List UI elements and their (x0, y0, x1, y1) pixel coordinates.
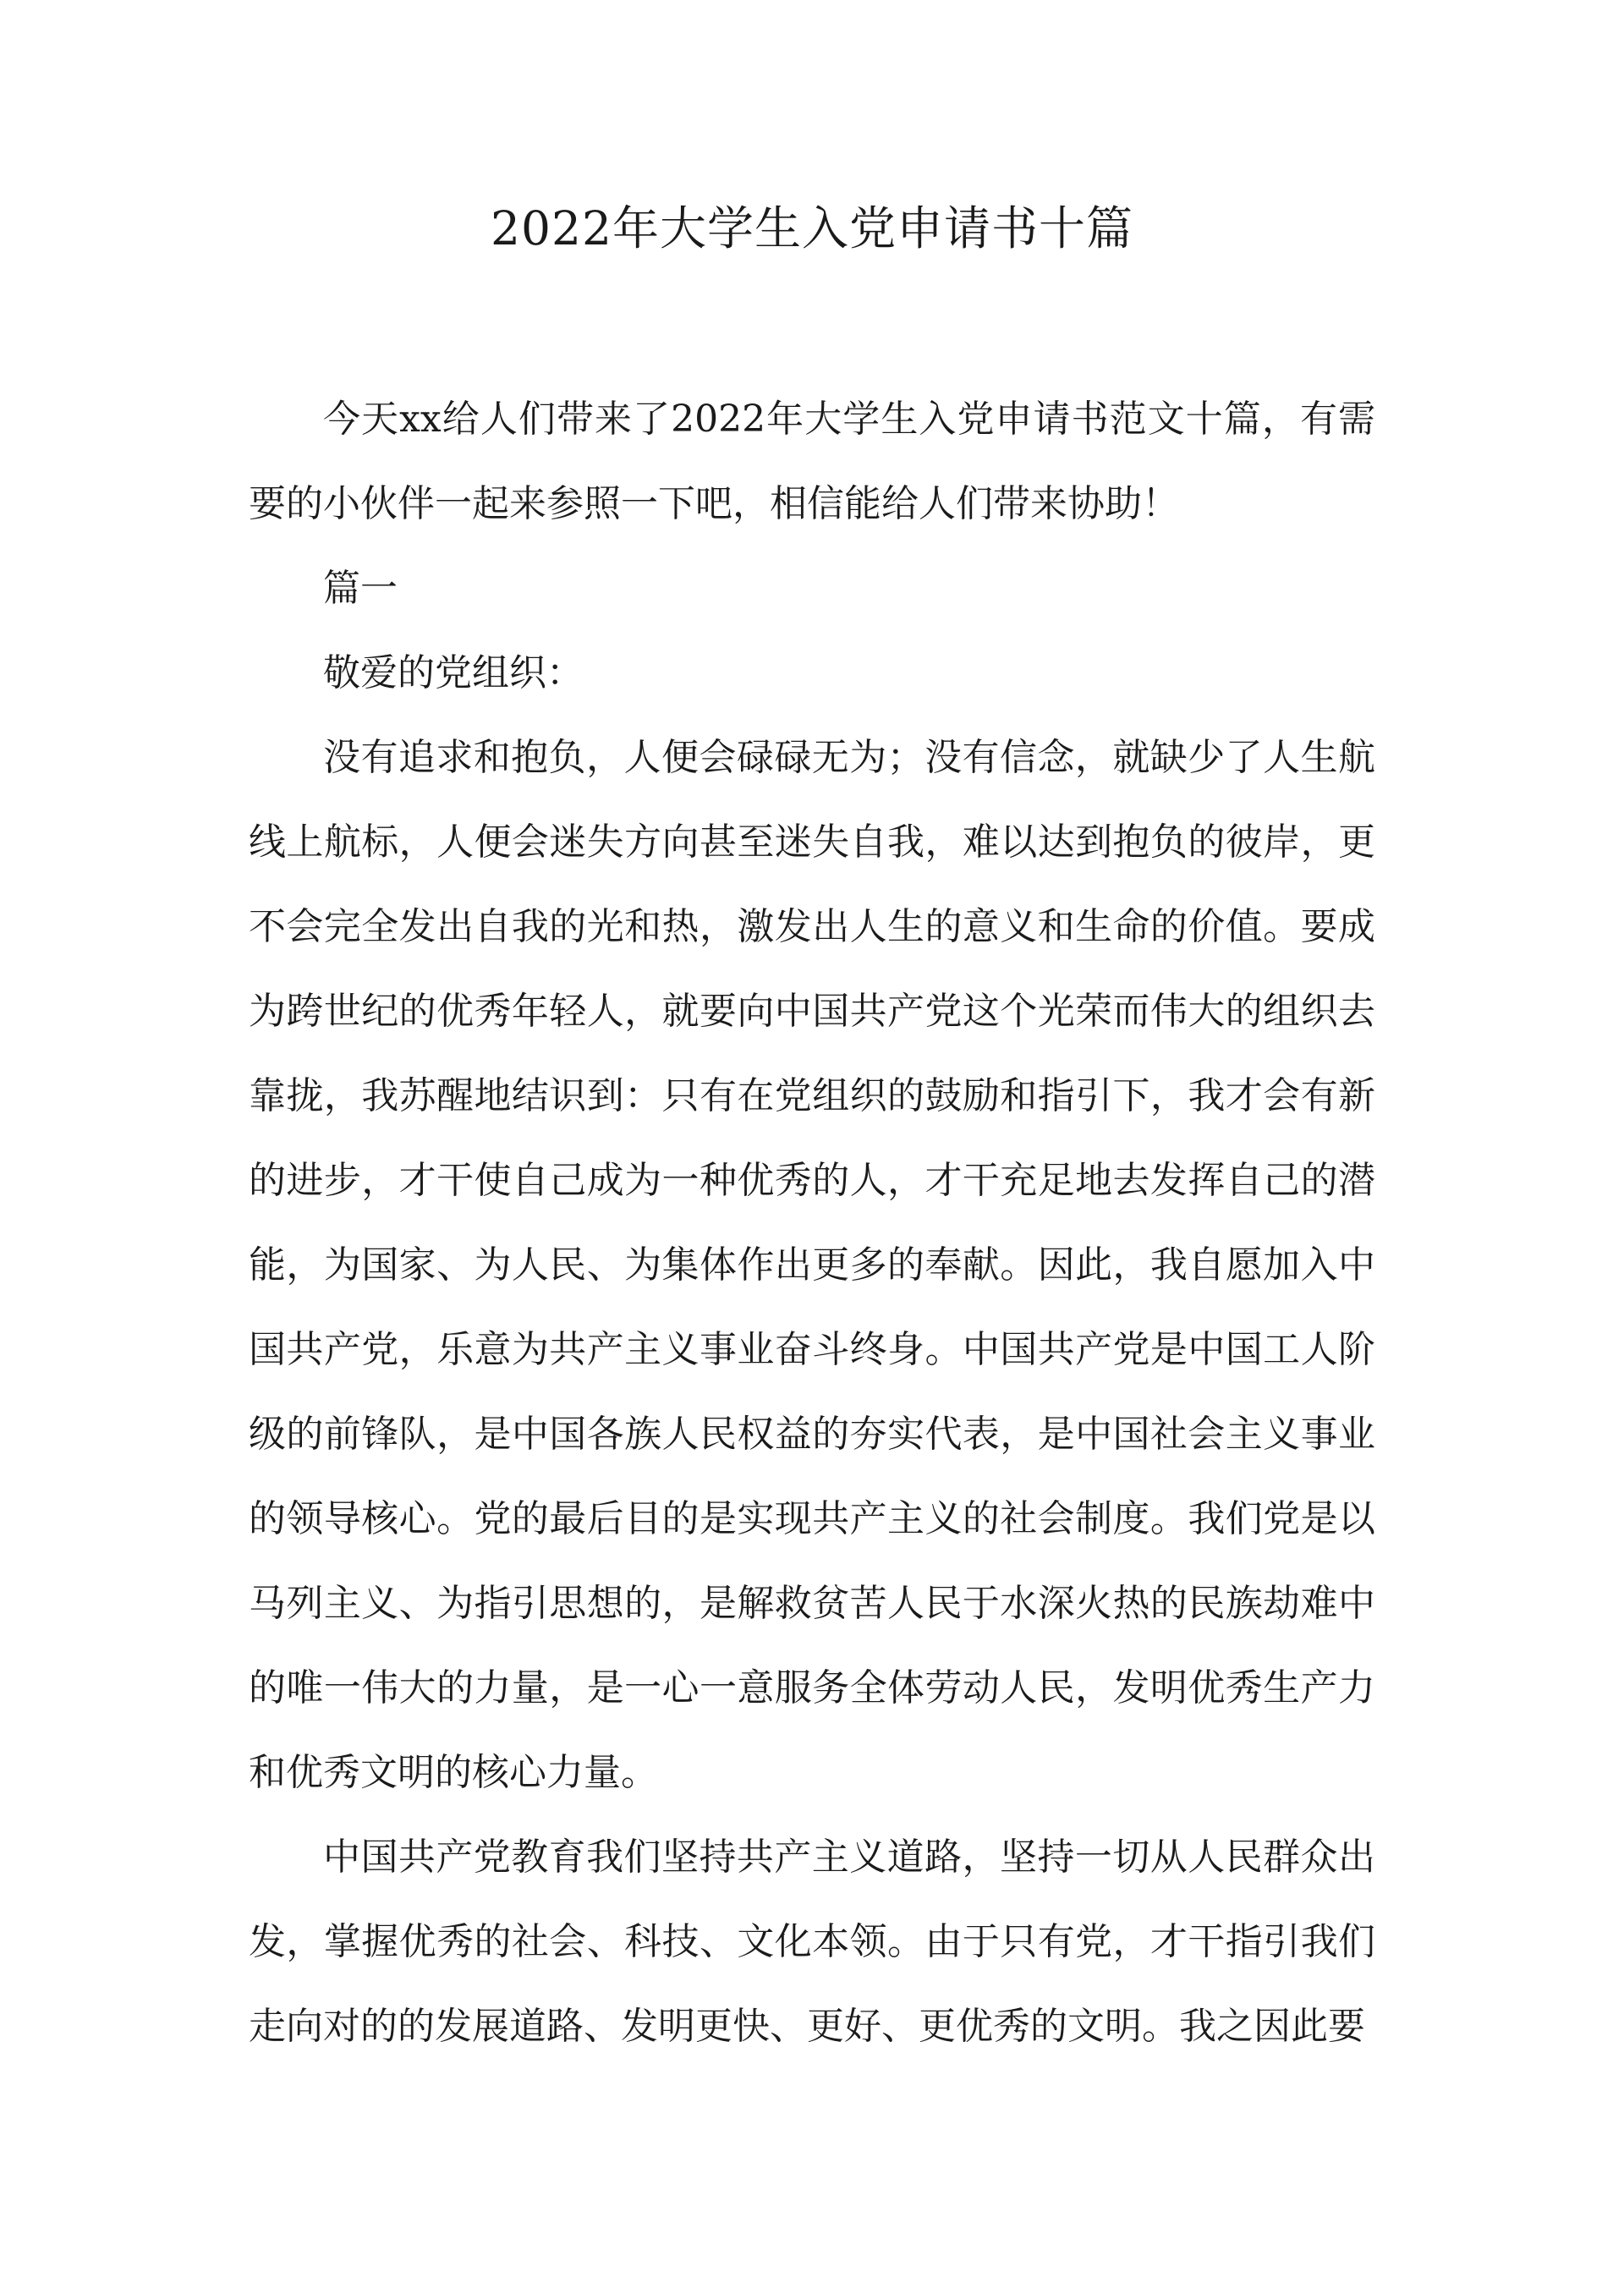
salutation: 敬爱的党组织： (323, 651, 584, 694)
section-heading: 篇一 (323, 567, 398, 610)
body-paragraph: 中国共产党教育我们坚持共产主义道路，坚持一切从人民群众出发，掌握优秀的社会、科技、文化本领。由于只有党，才干指引我们走向对的的发展道路、发明更快、更好、更优秀的文明。我之因此要 (249, 1836, 1375, 2048)
document-body (249, 377, 1375, 2069)
body-paragraph: 没有追求和抱负，人便会碌碌无为；没有信念，就缺少了人生航线上航标，人便会迷失方向甚至迷失自我，难以达到抱负的彼岸，更不会完全发出自我的光和热，激发出人生的意义和生命的价值。要成为跨世纪的优秀年轻人，就要向中国共产党这个光荣而伟大的组织去靠拢，我苏醒地结识到：只有在党组织的鼓励和指引下，我才会有新的进步，才干使自己成为一种优秀的人，才干充足地去发挥自己的潜能，为国家、为人民、为集体作出更多的奉献。因此，我自愿加入中国共产党，乐意为共产主义事业奋斗终身。中国共产党是中国工人阶级的前锋队，是中国各族人民权益的夯实代表，是中国社会主义事业的领导核心。党的最后目的是实现共产主义的社会制度。我们党是以马列主义、为指引思想的，是解救贫苦人民于水深火热的民族劫难中的唯一伟大的力量，是一心一意服务全体劳动人民，发明优秀生产力和优秀文明的核心力量。 (249, 736, 1375, 1794)
intro-paragraph: 今天xx给人们带来了2022年大学生入党申请书范文十篇，有需要的小伙伴一起来参照一下吧，相信能给人们带来协助！ (249, 398, 1375, 525)
document-title: 2022年大学生入党申请书十篇 (491, 201, 1133, 255)
